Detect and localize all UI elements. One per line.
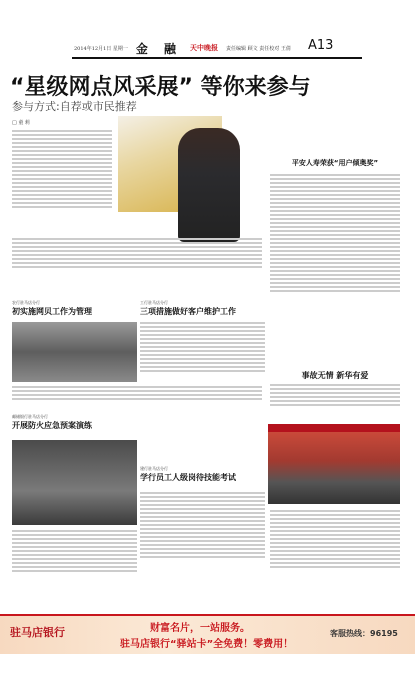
main-headline: “星级网点风采展” 等你来参与 [10, 75, 311, 100]
ad-hotline: 客服热线：96195 [330, 629, 398, 638]
ad-logo: 驻马店银行 [10, 626, 65, 639]
article-newchina [270, 370, 400, 381]
main-subtitle: 参与方式:自荐或市民推荐 [12, 100, 137, 113]
article-psbc [12, 414, 137, 431]
article-ccb-body [140, 492, 265, 602]
article-kicker: 农行驻马店分行 [12, 300, 40, 305]
newspaper-brand: 天中晚报 [190, 43, 219, 52]
byline: □ 童 莉 [12, 120, 30, 126]
issue-date: 2014年12月1日 星期一 [74, 45, 128, 52]
article-title: 三项措施做好客户维护工作 [140, 307, 236, 316]
lead-body-column-2 [12, 238, 262, 288]
promo-photo-figure [178, 128, 240, 242]
article-newchina-body [270, 384, 400, 420]
article-psbc-photo [12, 440, 137, 525]
section-name: 金 融 [135, 41, 183, 56]
article-kicker: 建行驻马店分行 [140, 466, 168, 471]
article-title: 学行员工人级岗待技能考试 [140, 473, 236, 482]
bank-ad-banner [0, 614, 415, 654]
article-abc-photo [12, 322, 137, 382]
masthead-rule [72, 57, 362, 59]
article-icbc [140, 300, 265, 317]
sidebar-article-body [270, 174, 400, 354]
article-title: 事故无情 新华有爱 [301, 371, 369, 380]
page-number: A13 [308, 38, 334, 53]
lead-body-column-1 [12, 130, 112, 235]
sidebar-article-title: 平安人寿荣获“用户倾奥奖” [291, 159, 379, 167]
article-ccb [140, 466, 265, 483]
ceremony-photo [268, 432, 400, 504]
article-title: 初实施网贝工作为管理 [12, 307, 92, 316]
ad-slogan-1: 财富名片，一站服务。 [150, 623, 250, 634]
masthead [74, 42, 334, 54]
article-title: 开展防火应急预案演练 [12, 421, 92, 430]
article-newchina-body-2 [270, 510, 400, 606]
article-icbc-body [140, 322, 265, 402]
article-kicker: 工行驻马店分行 [140, 300, 168, 305]
sidebar-article [270, 120, 400, 360]
ad-slogan-2: 驻马店银行“驿站卡”全免费！零费用！ [120, 639, 294, 650]
ceremony-banner [268, 424, 400, 432]
article-abc [12, 300, 137, 317]
article-psbc-body [12, 530, 137, 600]
editor-credits: 责任编辑 顾文 责任校对 王倩 [226, 45, 291, 52]
article-kicker: 邮储银行驻马店分行 [12, 414, 48, 419]
